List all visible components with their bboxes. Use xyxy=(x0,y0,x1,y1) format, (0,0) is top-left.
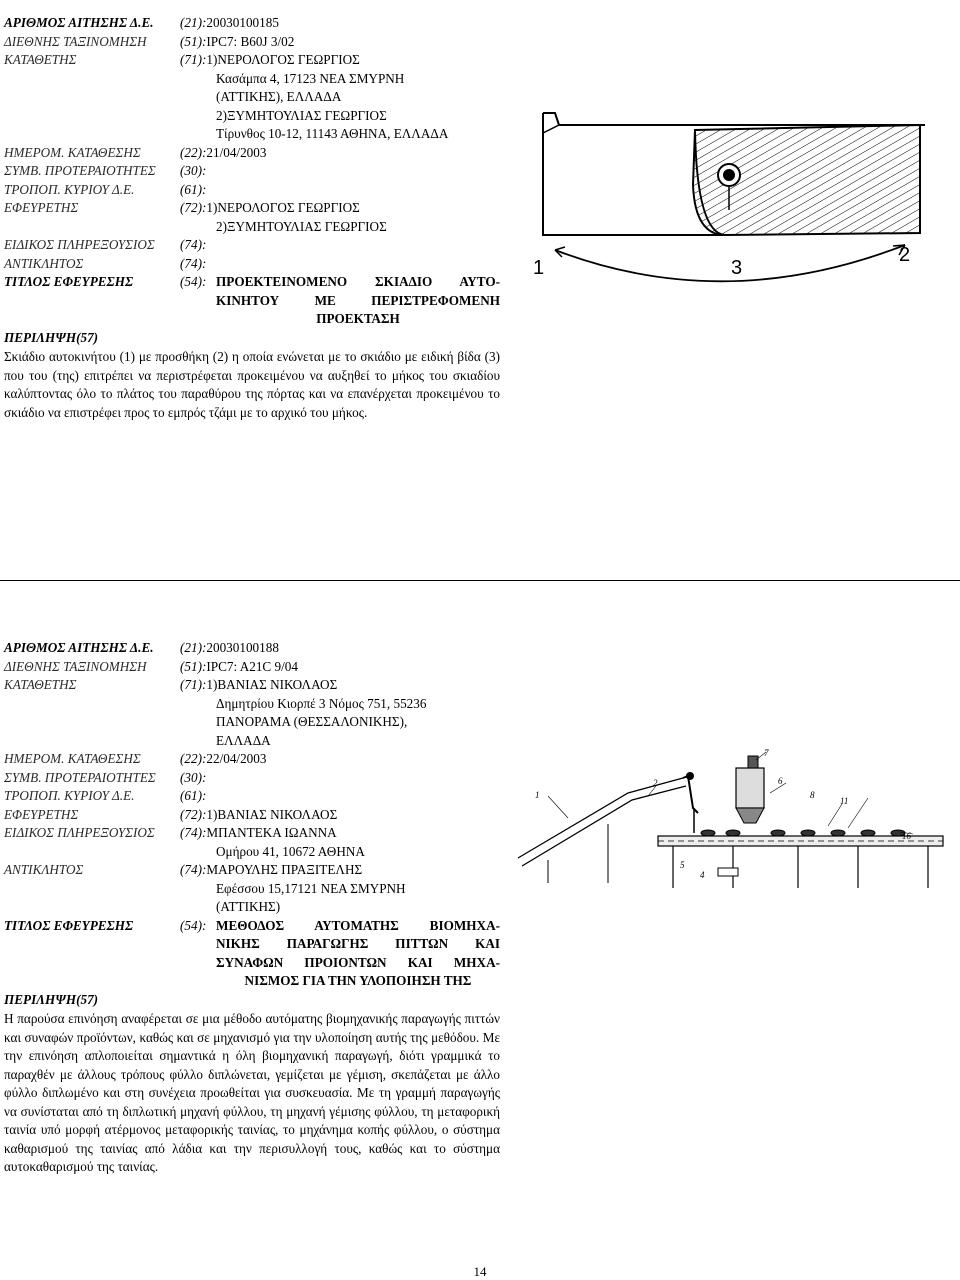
applicant-label: ΚΑΤΑΘΕΤΗΣ xyxy=(4,677,77,692)
applicant-line: Τίρυνθος 10-12, 11143 ΑΘΗΝΑ, ΕΛΛΑΔΑ xyxy=(216,126,449,141)
filing-date-row xyxy=(4,750,500,769)
production-line-figure xyxy=(508,748,948,918)
application-number-label: ΑΡΙΘΜΟΣ ΑΙΤΗΣΗΣ Δ.Ε. xyxy=(4,15,154,30)
applicant-line: 1)ΝΕΡΟΛΟΓΟΣ ΓΕΩΡΓΙΟΣ xyxy=(206,52,360,67)
field-code: (74): xyxy=(180,255,207,271)
field-code: (30): xyxy=(180,163,207,178)
main-modification-label: ΤΡΟΠΟΠ. ΚΥΡΙΟΥ Δ.Ε. xyxy=(4,181,135,197)
title-row xyxy=(4,917,500,991)
classification-row xyxy=(4,33,500,52)
applicant-line: ΠΑΝΟΡΑΜΑ (ΘΕΣΣΑΛΟΝΙΚΗΣ), xyxy=(216,714,408,729)
applicant-label: ΚΑΤΑΘΕΤΗΣ xyxy=(4,52,77,67)
application-number: 20030100185 xyxy=(206,15,279,30)
application-number-label: ΑΡΙΘΜΟΣ ΑΙΤΗΣΗΣ Δ.Ε. xyxy=(4,640,154,655)
field-code: (30): xyxy=(180,769,207,785)
invention-title xyxy=(216,273,500,329)
applicant-row xyxy=(4,676,500,695)
figure-label: 1 xyxy=(535,790,540,800)
classification: IPC7: B60J 3/02 xyxy=(206,33,295,49)
main-modification-label: ΤΡΟΠΟΠ. ΚΥΡΙΟΥ Δ.Ε. xyxy=(4,788,135,803)
abstract-heading: ΠΕΡΙΛΗΨΗ(57) xyxy=(4,991,99,1007)
field-code: (74): xyxy=(180,825,207,840)
applicant-line: 2)ΞΥΜΗΤΟΥΛΙΑΣ ΓΕΩΡΓΙΟΣ xyxy=(216,107,387,123)
title-line: ΠΡΟΕΚΤΕΙΝΟΜΕΝΟ ΣΚΙΑΔΙΟ ΑΥΤΟ- xyxy=(216,274,500,289)
attorney-row xyxy=(4,236,500,255)
inventor-line: 2)ΞΥΜΗΤΟΥΛΙΑΣ ΓΕΩΡΓΙΟΣ xyxy=(216,218,387,234)
inventor-line: 1)ΝΕΡΟΛΟΓΟΣ ΓΕΩΡΓΙΟΣ xyxy=(206,200,360,215)
page-number: 14 xyxy=(473,1264,487,1279)
figure-label: 7 xyxy=(764,748,769,758)
attorney-label: ΕΙΔΙΚΟΣ ΠΛΗΡΕΞΟΥΣΙΟΣ xyxy=(4,825,155,840)
title-line: ΚΙΝΗΤΟΥ ΜΕ ΠΕΡΙΣΤΡΕΦΟΜΕΝΗ xyxy=(216,292,500,308)
title-line: ΝΙΚΗΣ ΠΑΡΑΓΩΓΗΣ ΠΙΤΤΩΝ ΚΑΙ xyxy=(216,936,500,951)
patent-entry-1 xyxy=(4,14,500,422)
field-code: (54): xyxy=(180,274,207,289)
field-code: (71): xyxy=(180,677,207,692)
figure-label: 16 xyxy=(902,831,911,841)
applicant-line: Κασάμπα 4, 17123 ΝΕΑ ΣΜΥΡΝΗ xyxy=(216,70,405,86)
title-line: ΝΙΣΜΟΣ ΓΙΑ ΤΗΝ ΥΛΟΠΟΙΗΣΗ ΤΗΣ xyxy=(244,973,472,988)
abstract-heading: ΠΕΡΙΛΗΨΗ(57) xyxy=(4,329,99,345)
field-code: (22): xyxy=(180,751,207,766)
figure-label: 6 xyxy=(778,776,783,786)
figure-label: 4 xyxy=(700,870,705,880)
agent-line: ΜΑΡΟΥΛΗΣ ΠΡΑΞΙΤΕΛΗΣ xyxy=(206,862,363,877)
field-code: (61): xyxy=(180,788,207,803)
entry-divider xyxy=(0,580,960,581)
title-label: ΤΙΤΛΟΣ ΕΦΕΥΡΕΣΗΣ xyxy=(4,917,134,933)
field-code: (72): xyxy=(180,806,207,822)
field-code: (74): xyxy=(180,862,207,877)
inventor-row xyxy=(4,199,500,218)
attorney-label: ΕΙΔΙΚΟΣ ΠΛΗΡΕΞΟΥΣΙΟΣ xyxy=(4,237,155,252)
agent-line: Εφέσσου 15,17121 ΝΕΑ ΣΜΥΡΝΗ xyxy=(216,880,406,896)
filing-date-label: ΗΜΕΡΟΜ. ΚΑΤΑΘΕΣΗΣ xyxy=(4,144,141,160)
filing-date: 22/04/2003 xyxy=(206,751,267,766)
application-number-row xyxy=(4,14,500,33)
classification-label: ΔΙΕΘΝΗΣ ΤΑΞΙΝΟΜΗΣΗ xyxy=(4,33,147,49)
filing-date: 21/04/2003 xyxy=(206,144,267,160)
main-modification-row xyxy=(4,787,500,806)
agent-label: ΑΝΤΙΚΛΗΤΟΣ xyxy=(4,255,84,271)
classification-label: ΔΙΕΘΝΗΣ ΤΑΞΙΝΟΜΗΣΗ xyxy=(4,658,147,674)
figure-label: 5 xyxy=(680,860,685,870)
field-code: (51): xyxy=(180,658,207,674)
application-number: 20030100188 xyxy=(206,640,279,655)
title-line: ΜΕΘΟΔΟΣ ΑΥΤΟΜΑΤΗΣ ΒΙΟΜΗΧΑ- xyxy=(216,917,500,933)
figure-label: 1 xyxy=(533,257,545,279)
title-label: ΤΙΤΛΟΣ ΕΦΕΥΡΕΣΗΣ xyxy=(4,274,134,289)
abstract-text: Η παρούσα επινόηση αναφέρεται σε μια μέθοδο αυτόματης βιομηχανικής παραγωγής πιττών και συναφών προϊόντων, καθώς και σε μηχανισμό για την υλοποίηση αυτής της μεθόδου. Με την επινόηση απλοποιείται σημαντικά η όλη βιομηχανική παραγωγή, διότι γραμμικά το παραχθέν με άλλους τρόπους φύλλο διπλώνεται, γεμίζεται με γέμιση, σκεπάζεται με άλλο φύλλο διπλωμένο και στη συνέχεια προωθείται για συσκευασία. Με τη γραμμή παραγωγής να συνίσταται από τη διπλωτική μηχανή φύλλου, τη μηχανή γέμισης φύλλου, τη μεταφορική ταινία υπό μορφή ατέρμονος μεταφορικής ταινίας, το μηχάνημα κοπής φύλλου, ο σύστημα καθαρισμού της ταινίας από λάδια και την περισυλλογή τους, καθώς και το σύστημα αυτοκαθαρισμού της ταινίας. xyxy=(4,1011,500,1174)
main-modification-row xyxy=(4,181,500,200)
agent-row xyxy=(4,255,500,274)
filing-date-row xyxy=(4,144,500,163)
priority-label: ΣΥΜΒ. ΠΡΟΤΕΡΑΙΟΤΗΤΕΣ xyxy=(4,769,156,785)
filing-date-label: ΗΜΕΡΟΜ. ΚΑΤΑΘΕΣΗΣ xyxy=(4,751,141,766)
classification: IPC7: A21C 9/04 xyxy=(206,658,298,674)
field-code: (51): xyxy=(180,33,207,49)
inventor-line: 1)ΒΑΝΙΑΣ ΝΙΚΟΛΑΟΣ xyxy=(206,806,338,822)
field-code: (22): xyxy=(180,144,207,160)
classification-row xyxy=(4,658,500,677)
patent-entry-2 xyxy=(4,639,500,1177)
attorney-line: ΜΠΑΝΤΕΚΑ ΙΩΑΝΝΑ xyxy=(206,825,337,840)
attorney-line: Ομήρου 41, 10672 ΑΘΗΝΑ xyxy=(216,843,365,859)
abstract-text: Σκιάδιο αυτοκινήτου (1) με προσθήκη (2) η οποία ενώνεται με το σκιάδιο με ειδική βίδα (3) που του (της) επιτρέπει να περιστρέφεται προκειμένου να αυξηθεί το μήκος του σκιαδίου καλύπτοντας όλο το πλάτος του παραθύρου της πόρτας και να επανέρχεται προκειμένου το σκιάδιο να επιστρέφει προς το εμπρός τζάμι με το αρχικό του μήκος. xyxy=(4,349,500,420)
figure-label: 11 xyxy=(840,796,849,806)
figure-label: 2 xyxy=(653,778,658,788)
priority-label: ΣΥΜΒ. ΠΡΟΤΕΡΑΙΟΤΗΤΕΣ xyxy=(4,163,156,178)
field-code: (21): xyxy=(180,15,207,30)
field-code: (54): xyxy=(180,917,207,933)
agent-line: (ΑΤΤΙΚΗΣ) xyxy=(216,899,281,914)
title-line: ΠΡΟΕΚΤΑΣΗ xyxy=(316,311,400,326)
applicant-line: (ΑΤΤΙΚΗΣ), ΕΛΛΑΔΑ xyxy=(216,89,342,104)
figure-label: 2 xyxy=(899,244,911,266)
sun-visor-figure xyxy=(525,105,925,305)
field-code: (71): xyxy=(180,52,207,67)
invention-title xyxy=(216,917,500,991)
priority-row xyxy=(4,162,500,181)
priority-row xyxy=(4,769,500,788)
inventor-label: ΕΦΕΥΡΕΤΗΣ xyxy=(4,806,79,822)
field-code: (72): xyxy=(180,200,207,215)
agent-row xyxy=(4,861,500,880)
applicant-line: Δημητρίου Κιορπέ 3 Νόμος 751, 55236 xyxy=(216,695,427,711)
figure-label: 3 xyxy=(731,257,743,279)
agent-label: ΑΝΤΙΚΛΗΤΟΣ xyxy=(4,862,84,877)
title-line: ΣΥΝΑΦΩΝ ΠΡΟΙΟΝΤΩΝ ΚΑΙ ΜΗΧΑ- xyxy=(216,954,500,970)
inventor-row xyxy=(4,806,500,825)
applicant-line: 1)ΒΑΝΙΑΣ ΝΙΚΟΛΑΟΣ xyxy=(206,677,338,692)
figure-label: 8 xyxy=(810,790,815,800)
application-number-row xyxy=(4,639,500,658)
attorney-row xyxy=(4,824,500,843)
field-code: (74): xyxy=(180,237,207,252)
title-row xyxy=(4,273,500,329)
field-code: (21): xyxy=(180,640,207,655)
applicant-row xyxy=(4,51,500,70)
applicant-line: ΕΛΛΑΔΑ xyxy=(216,732,271,748)
field-code: (61): xyxy=(180,181,207,197)
inventor-label: ΕΦΕΥΡΕΤΗΣ xyxy=(4,200,79,215)
